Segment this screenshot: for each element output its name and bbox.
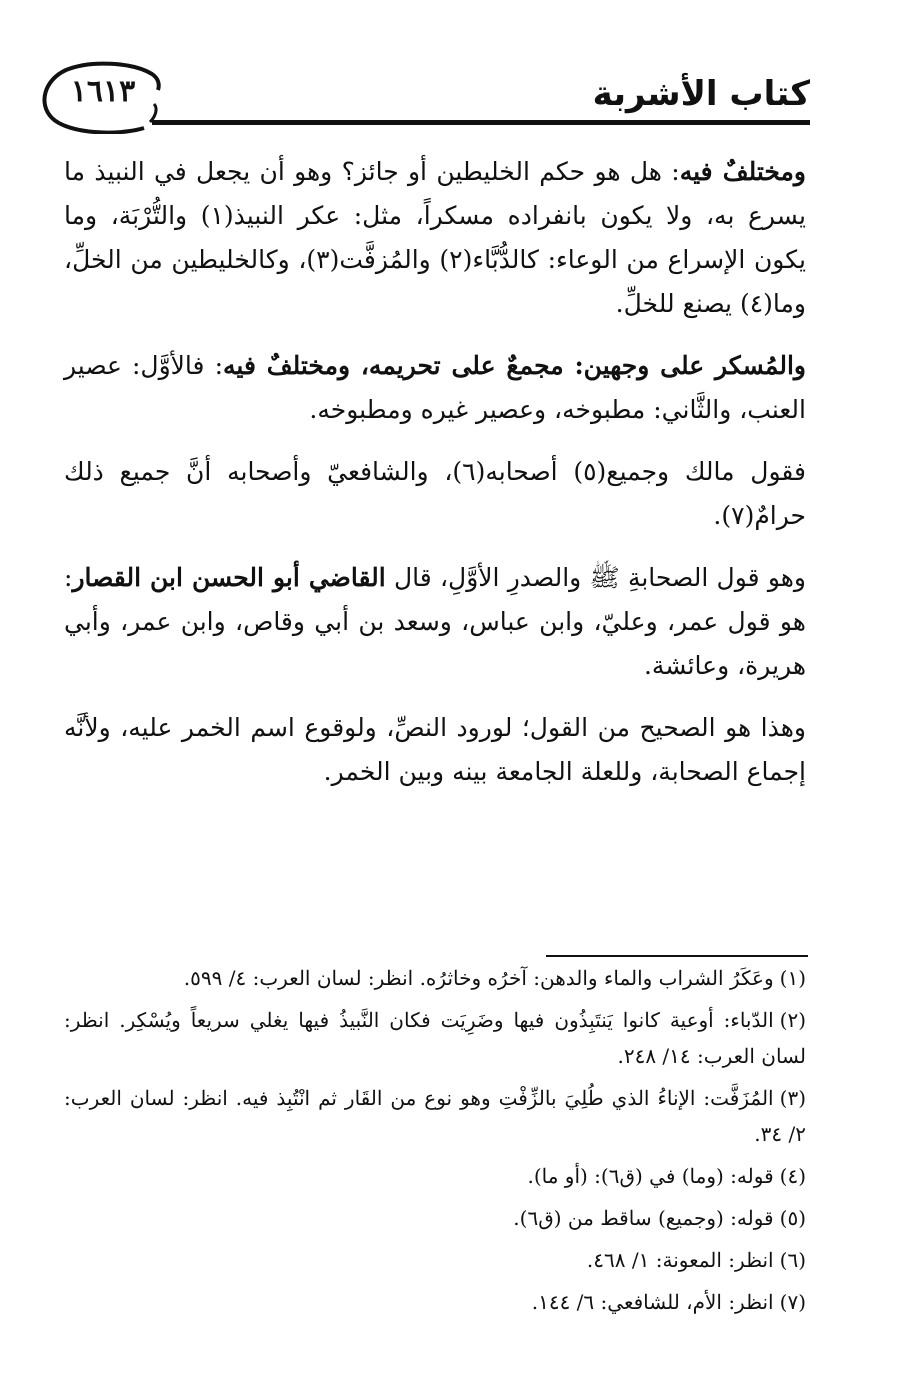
paragraph-4-text-a: وهو قول الصحابةِ ﷺ والصدرِ الأوَّلِ، قال bbox=[385, 563, 807, 592]
footnote-text: قوله: (وجميع) ساقط من (ق٦). bbox=[513, 1206, 774, 1230]
paragraph-4-text-b: : هو قول عمر، وعليّ، وابن عباس، وسعد بن أبي وقاص، وابن عمر، وأبي هريرة، وعائشة. bbox=[64, 563, 806, 680]
footnote-4 bbox=[64, 1158, 806, 1194]
footnote-separator bbox=[546, 955, 808, 957]
paragraph-3 bbox=[64, 450, 806, 538]
paragraph-4-bold: القاضي أبو الحسن ابن القصار bbox=[72, 563, 386, 592]
page-header bbox=[40, 56, 810, 136]
header-rule bbox=[152, 120, 810, 125]
footnote-number: (١) bbox=[779, 966, 806, 990]
footnote-text: المُزَفَّت: الإناءُ الذي طُلِيَ بالزِّفْتِ وهو نوع من القَار ثم انْتُبِذ فيه. انظر: لسان العرب: ٢/ ٣٤. bbox=[64, 1086, 806, 1146]
footnote-5 bbox=[64, 1200, 806, 1236]
footnote-3 bbox=[64, 1080, 806, 1152]
paragraph-3-text: فقول مالك وجميع(٥) أصحابه(٦)، والشافعيّ وأصحابه أنَّ جميع ذلك حرامٌ(٧). bbox=[64, 457, 806, 530]
footnote-1 bbox=[64, 960, 806, 996]
footnote-number: (٦) bbox=[779, 1248, 806, 1272]
footnote-text: انظر: المعونة: ١/ ٤٦٨. bbox=[586, 1248, 774, 1272]
book-title: كتاب الأشربة bbox=[592, 74, 810, 114]
footnote-2 bbox=[64, 1002, 806, 1074]
footnote-number: (٧) bbox=[779, 1290, 806, 1314]
footnote-text: قوله: (وما) في (ق٦): (أو ما). bbox=[527, 1164, 774, 1188]
footnote-text: انظر: الأم، للشافعي: ٦/ ١٤٤. bbox=[531, 1290, 774, 1314]
paragraph-1-lead: ومختلفٌ فيه bbox=[679, 157, 807, 186]
page-number-frame bbox=[40, 60, 166, 134]
page-number: ١٦١٣ bbox=[70, 74, 136, 109]
paragraph-2 bbox=[64, 344, 806, 432]
footnote-number: (٢) bbox=[779, 1008, 806, 1032]
footnote-number: (٥) bbox=[779, 1206, 806, 1230]
footnote-6 bbox=[64, 1242, 806, 1278]
paragraph-1-text: : هل هو حكم الخليطين أو جائز؟ وهو أن يجعل في النبيذ ما يسرع به، ولا يكون بانفراده مسكراً، مثل: عكر النبيذ(١) والتُّرْبَة، وما يكون الإسراع من الوعاء: كالدُّبَّاء(٢) والمُزفَّت(٣)، وكالخليطين من الخلِّ، وما(٤) يصنع للخلِّ. bbox=[64, 157, 806, 318]
paragraph-2-lead: والمُسكر على وجهين: مجمعٌ على تحريمه، ومختلفٌ فيه bbox=[223, 351, 806, 380]
footnote-number: (٣) bbox=[779, 1086, 806, 1110]
footnote-text: الدّباء: أوعية كانوا يَنتَبِذُون فيها وضَرِيَت فكان النَّبيذُ فيها يغلي سريعاً ويُسْكِر. انظر: لسان العرب: ١٤/ ٢٤٨. bbox=[64, 1008, 806, 1068]
footnote-7 bbox=[64, 1284, 806, 1320]
paragraph-4 bbox=[64, 556, 806, 688]
footnote-number: (٤) bbox=[779, 1164, 806, 1188]
footnote-text: وعَكَرُ الشراب والماء والدهن: آخرُه وخاثرُه. انظر: لسان العرب: ٤/ ٥٩٩. bbox=[183, 966, 774, 990]
paragraph-5 bbox=[64, 706, 806, 794]
paragraph-1 bbox=[64, 150, 806, 326]
footnotes bbox=[64, 960, 806, 1326]
paragraph-5-text: وهذا هو الصحيح من القول؛ لورود النصِّ، ولوقوع اسم الخمر عليه، ولأنَّه إجماع الصحابة، وللعلة الجامعة بينه وبين الخمر. bbox=[64, 713, 806, 786]
main-text bbox=[64, 150, 806, 812]
paragraph-2-text: : فالأوَّل: عصير العنب، والثَّاني: مطبوخه، وعصير غيره ومطبوخه. bbox=[64, 351, 806, 424]
